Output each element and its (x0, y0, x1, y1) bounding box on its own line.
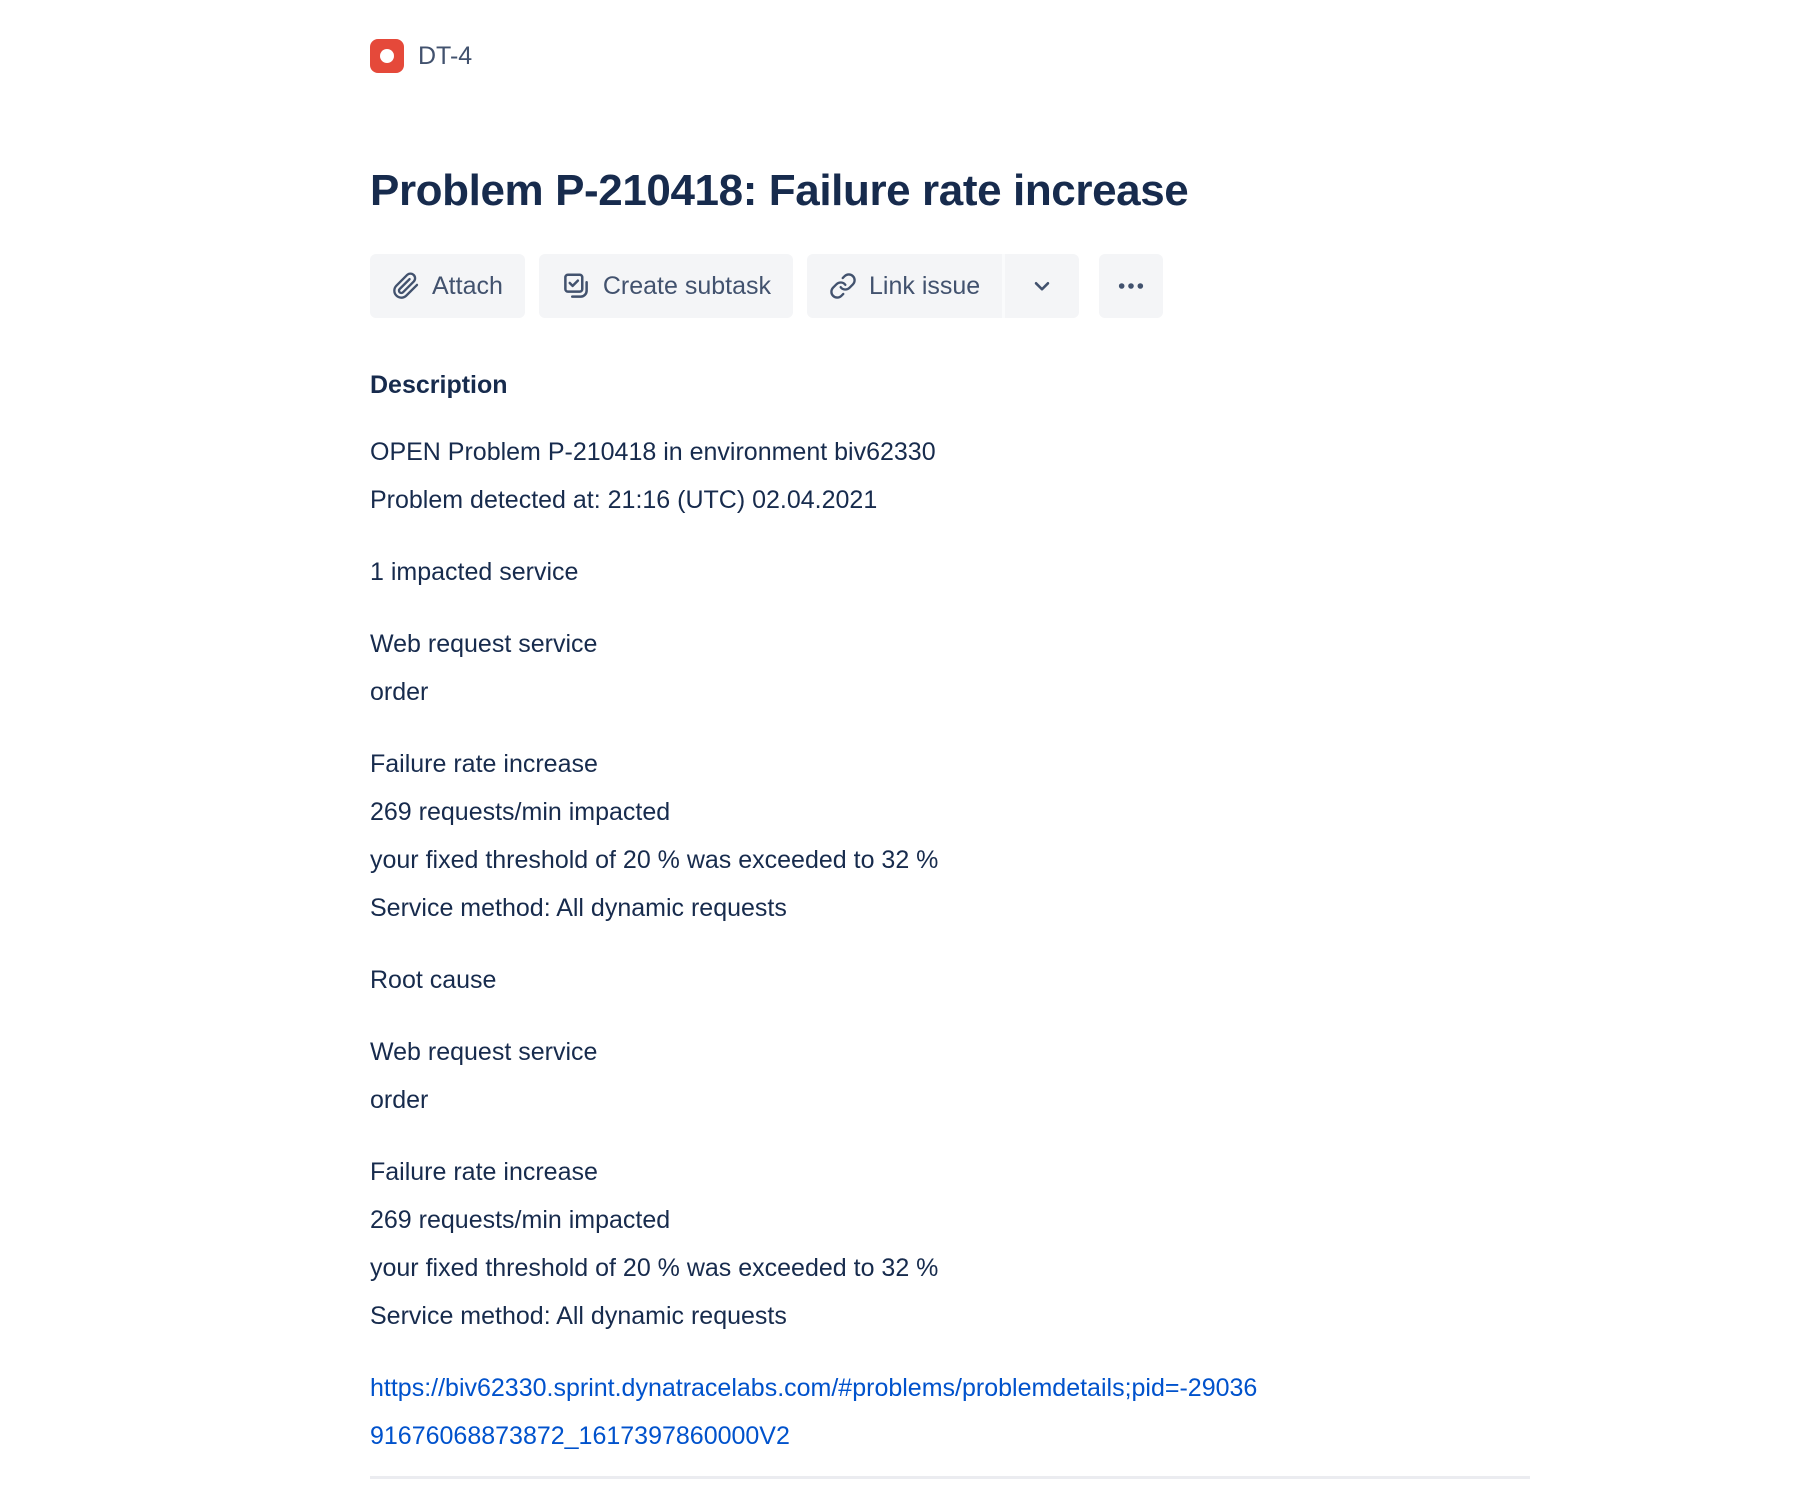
chevron-down-icon (1029, 273, 1055, 299)
bug-icon-dot (380, 49, 394, 63)
issue-view (370, 38, 1530, 1479)
description-paragraph: Failure rate increase 269 requests/min impacted your fixed threshold of 20 % was exceeded to 32 % Service method: All dynamic requests (370, 1158, 939, 1330)
issue-key-link[interactable]: DT-4 (418, 41, 473, 70)
description-paragraph: OPEN Problem P-210418 in environment biv62330 Problem detected at: 21:16 (UTC) 02.04.2021 (370, 438, 936, 514)
breadcrumb (370, 38, 1530, 74)
link-issue-button[interactable] (807, 254, 1002, 318)
description-link-paragraph (370, 1364, 1530, 1460)
create-subtask-button[interactable] (539, 254, 793, 318)
section-divider (370, 1476, 1530, 1479)
issue-title: Problem P-210418: Failure rate increase (370, 166, 1189, 215)
create-subtask-button-label: Create subtask (602, 271, 772, 300)
paperclip-icon (392, 272, 420, 300)
description-heading: Description (370, 371, 508, 399)
problem-details-link[interactable] (370, 1374, 1257, 1450)
description-paragraph: Failure rate increase 269 requests/min impacted your fixed threshold of 20 % was exceeded to 32 % Service method: All dynamic requests (370, 750, 939, 922)
description-paragraph: Root cause (370, 966, 497, 994)
attach-button[interactable] (370, 254, 525, 318)
description-paragraph: 1 impacted service (370, 558, 579, 586)
description-paragraphs (370, 428, 1530, 1340)
link-issue-dropdown-button[interactable] (1005, 254, 1079, 318)
problem-details-link-line2: 91676068873872_1617397860000V2 (370, 1422, 790, 1450)
description-body (370, 428, 1530, 1460)
description-paragraph: Web request service order (370, 630, 598, 706)
link-issue-button-label: Link issue (869, 271, 981, 300)
description-paragraph: Web request service order (370, 1038, 598, 1114)
link-issue-split-button (807, 254, 1079, 318)
more-actions-button[interactable] (1099, 254, 1163, 318)
subtask-checkbox-icon (561, 271, 591, 301)
bug-icon (370, 39, 404, 73)
ellipsis-icon (1115, 270, 1147, 302)
issue-toolbar (370, 254, 1530, 318)
link-chain-icon (829, 272, 857, 300)
attach-button-label: Attach (432, 271, 503, 300)
problem-details-link-line1: https://biv62330.sprint.dynatracelabs.com/#problems/problemdetails;pid=-29036 (370, 1374, 1258, 1402)
